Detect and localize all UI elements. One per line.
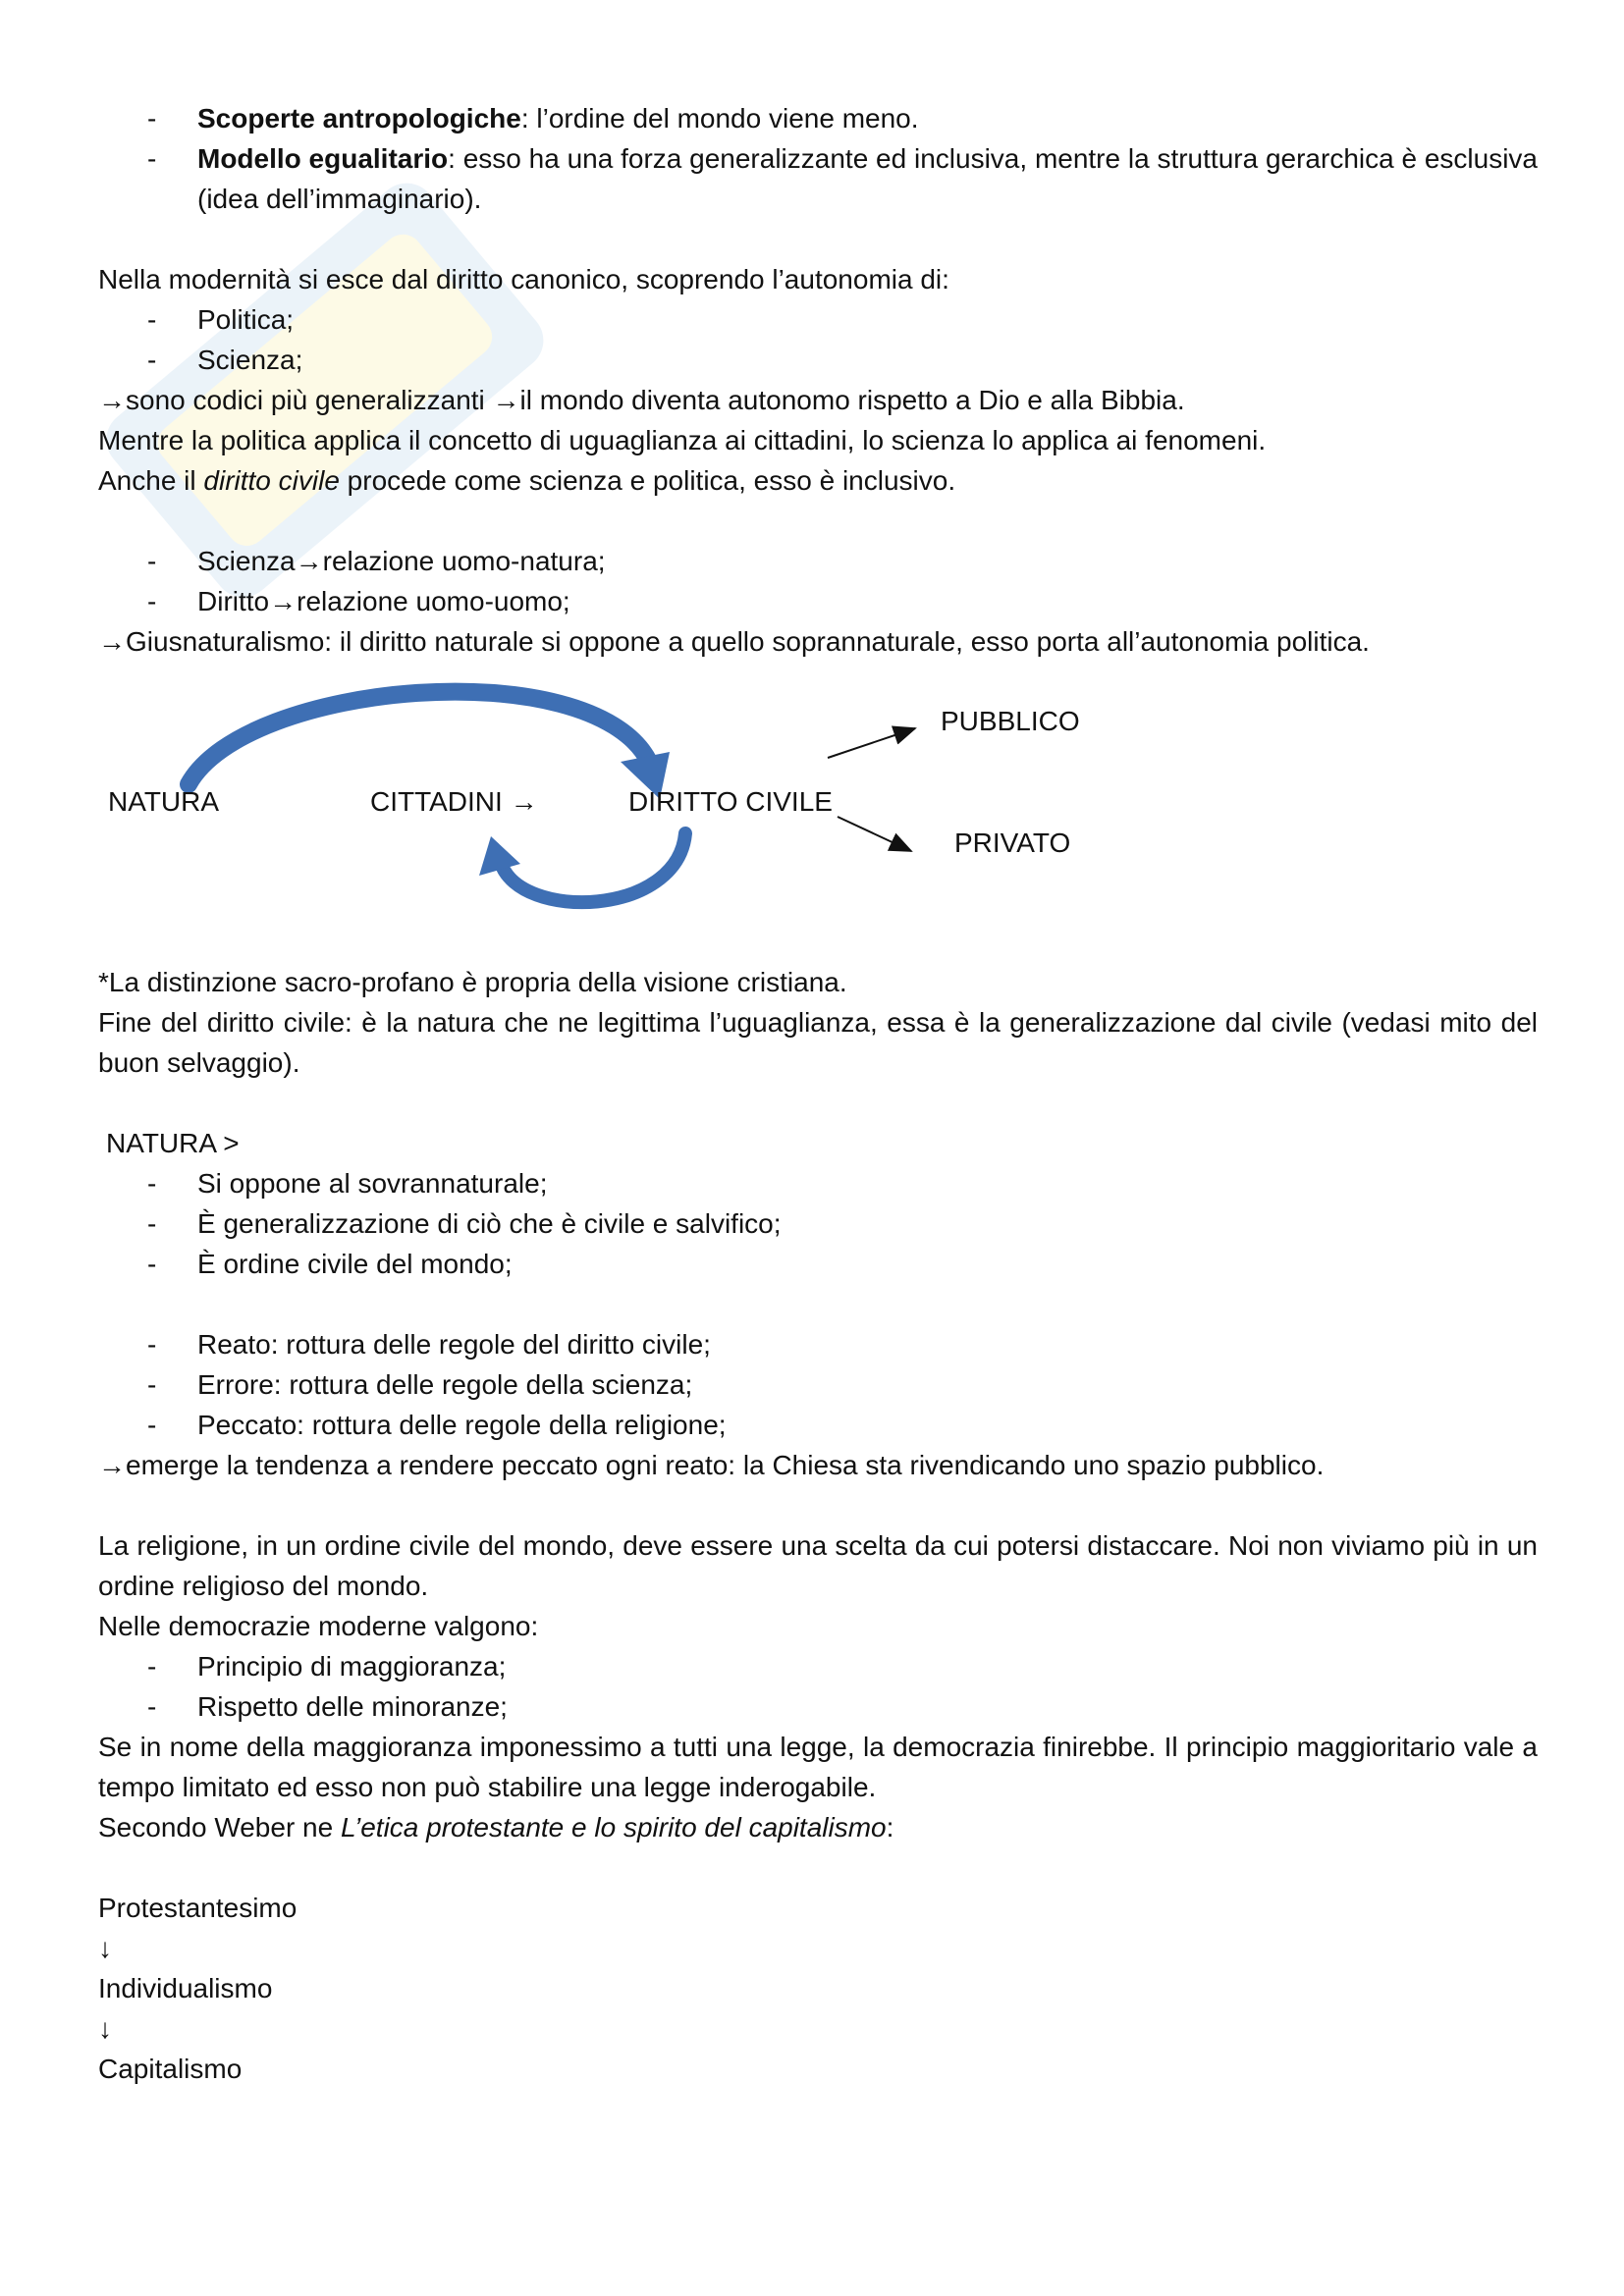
list-item: - Scoperte antropologiche: l’ordine del mondo viene meno.: [98, 98, 1538, 138]
curved-arrow-bottom: [501, 833, 685, 902]
label-diritto-civile: DIRITTO CIVILE: [628, 786, 833, 817]
paragraph: La religione, in un ordine civile del mondo, deve essere una scelta da cui potersi distaccare. Noi non viviamo più in un ordine religioso del mondo.: [98, 1530, 1538, 1601]
paragraph: Anche il diritto civile procede come scienza e politica, esso è inclusivo.: [98, 465, 956, 496]
intro-list: [98, 98, 1538, 219]
paragraph: →emerge la tendenza a rendere peccato ogni reato: la Chiesa sta rivendicando uno spazio pubblico.: [98, 1450, 1325, 1480]
paragraph: →Giusnaturalismo: il diritto naturale si oppone a quello soprannaturale, esso porta all’autonomia politica.: [98, 626, 1370, 657]
list-item: - Scienza→relazione uomo-natura;: [98, 541, 1538, 581]
list-item: - È ordine civile del mondo;: [98, 1244, 1538, 1284]
natura-diritto-diagram: [98, 671, 1538, 946]
curved-arrow-top: [189, 692, 648, 784]
document-page: [98, 98, 1538, 2089]
list-item: - Reato: rottura delle regole del diritto civile;: [98, 1324, 1538, 1364]
paragraph: Mentre la politica applica il concetto di uguaglianza ai cittadini, lo scienza lo applica ai fenomeni.: [98, 425, 1267, 455]
section-title: NATURA >: [106, 1128, 240, 1158]
paragraph: Se in nome della maggioranza imponessimo a tutti una legge, la democrazia finirebbe. Il principio maggioritario vale a tempo limitato ed esso non può stabilire una legge inderogabile.: [98, 1732, 1538, 1802]
paragraph: →sono codici più generalizzanti →il mondo diventa autonomo rispetto a Dio e alla Bibbia.: [98, 385, 1185, 415]
list-item: - È generalizzazione di ciò che è civile e salvifico;: [98, 1203, 1538, 1244]
down-arrow-icon: ↓: [98, 1933, 112, 1963]
down-arrow-icon: ↓: [98, 2013, 112, 2044]
paragraph: *La distinzione sacro-profano è propria della visione cristiana.: [98, 967, 847, 997]
list-item: - Rispetto delle minoranze;: [98, 1686, 1538, 1727]
list-item: - Diritto→relazione uomo-uomo;: [98, 581, 1538, 621]
label-natura: NATURA: [108, 786, 220, 817]
arrow-to-pubblico: [828, 728, 915, 758]
list-item: - Principio di maggioranza;: [98, 1646, 1538, 1686]
list-item: - Politica;: [98, 299, 1538, 340]
list-item: - Si oppone al sovrannaturale;: [98, 1163, 1538, 1203]
paragraph: Fine del diritto civile: è la natura che ne legittima l’uguaglianza, essa è la generalizzazione dal civile (vedasi mito del buon selvaggio).: [98, 1007, 1538, 1078]
paragraph: Secondo Weber ne L’etica protestante e lo spirito del capitalismo:: [98, 1812, 894, 1842]
arrow-to-privato: [838, 817, 911, 851]
curved-arrow-bottom-head: [479, 836, 520, 876]
paragraph: Nelle democrazie moderne valgono:: [98, 1611, 539, 1641]
list-item: - Peccato: rottura delle regole della religione;: [98, 1405, 1538, 1445]
flow-step: Protestantesimo: [98, 1893, 298, 1923]
label-privato: PRIVATO: [954, 828, 1071, 858]
flow-step: Individualismo: [98, 1973, 273, 2003]
weber-flow: [98, 1888, 1538, 2089]
label-cittadini: CITTADINI →: [370, 786, 538, 817]
label-pubblico: PUBBLICO: [941, 706, 1080, 736]
list-item: - Scienza;: [98, 340, 1538, 380]
list-item: - Errore: rottura delle regole della scienza;: [98, 1364, 1538, 1405]
flow-step: Capitalismo: [98, 2054, 243, 2084]
list-item: - Modello egualitario: esso ha una forza generalizzante ed inclusiva, mentre la struttura gerarchica è esclusiva (idea dell’immaginario).: [98, 138, 1538, 219]
paragraph: Nella modernità si esce dal diritto canonico, scoprendo l’autonomia di:: [98, 264, 949, 294]
